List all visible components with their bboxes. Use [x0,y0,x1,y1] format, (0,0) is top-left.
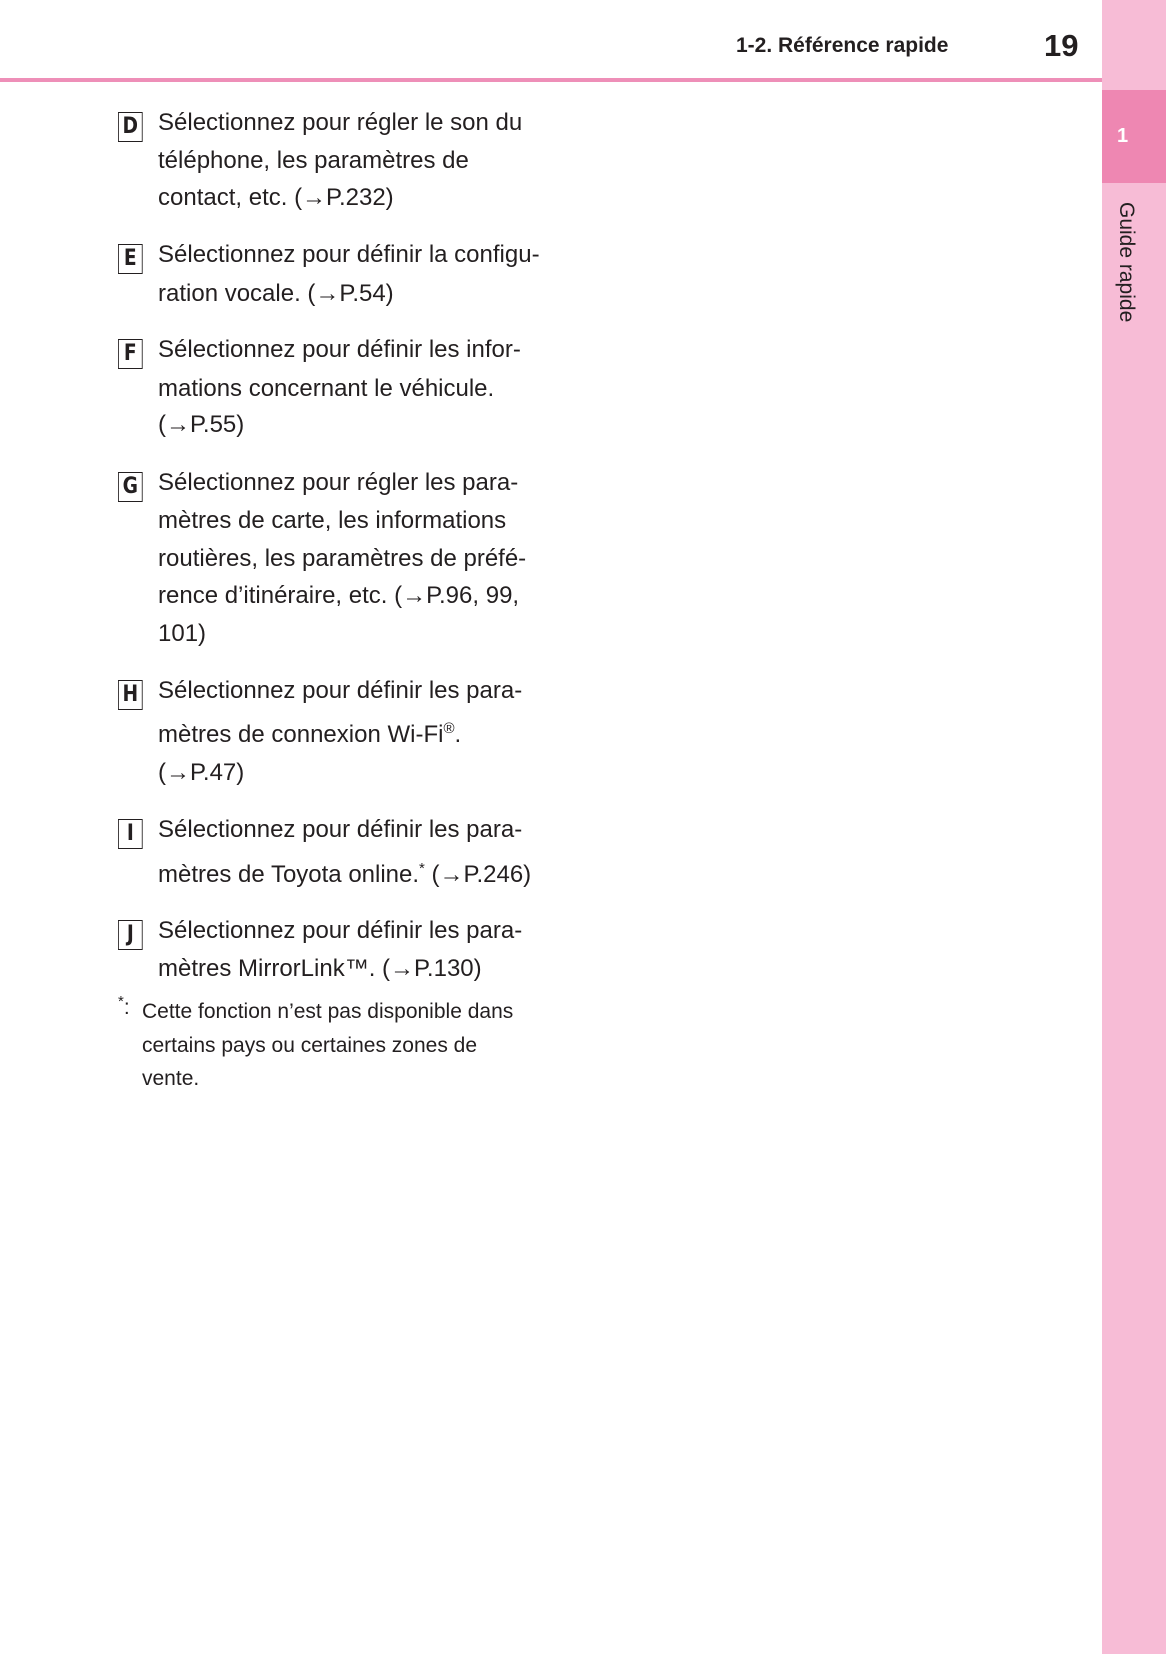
item-text-line: Sélectionnez pour définir les para- [158,816,523,843]
item-text-line: mations concernant le véhicule. [158,375,495,402]
footnote-asterisk: * [118,993,124,1010]
item-text-line: (→P.55) [158,411,245,438]
footnote-mark [118,993,130,1020]
footnote-marker: * [419,860,425,877]
item-text-line: Sélectionnez pour définir la configu- [158,241,540,268]
item-text-line: contact, etc. (→P.232) [158,184,394,211]
item-text-line: mètres MirrorLink™. (→P.130) [158,955,482,982]
item-text-line: ration vocale. (→P.54) [158,280,394,307]
chapter-tab[interactable] [1102,90,1166,183]
chapter-number: 1 [1117,125,1129,147]
letter-badge: J [118,920,143,950]
item-text-line: routières, les paramètres de préfé- [158,545,527,572]
footnote-colon: : [123,996,130,1019]
item-text: mètres de Toyota online. [158,861,420,888]
registered-mark: ® [443,720,455,737]
item-text: mètres de connexion Wi-Fi [158,721,444,748]
item-text-line: (→P.47) [158,759,245,786]
item-text-line: rence d’itinéraire, etc. (→P.96, 99, [158,582,520,609]
item-text-line: téléphone, les paramètres de [158,147,469,174]
header-divider [0,78,1102,82]
item-text-line: 101) [158,620,207,647]
letter-badge: G [118,472,143,502]
chapter-label: Guide rapide [1115,202,1138,323]
letter-badge: I [118,819,143,849]
section-title: 1-2. Référence rapide [736,34,949,57]
item-text-line: Sélectionnez pour définir les para- [158,677,523,704]
footnote-text: Cette fonction n’est pas disponible dans [142,1000,514,1023]
letter-badge: D [118,112,143,142]
footnote-text: certains pays ou certaines zones de [142,1034,478,1057]
item-text-line: mètres de carte, les informations [158,507,507,534]
letter-badge: H [118,680,143,710]
item-text: . [454,721,462,748]
letter-badge: E [118,244,143,274]
item-text-line [158,720,461,750]
item-text-line [158,860,531,890]
item-text-line: Sélectionnez pour régler les para- [158,469,519,496]
footnote-text: vente. [142,1067,200,1090]
item-text-line: Sélectionnez pour définir les infor- [158,336,521,363]
page-number: 19 [1044,28,1079,63]
item-text: (→P.246) [424,861,532,888]
letter-badge: F [118,339,143,369]
item-text-line: Sélectionnez pour régler le son du [158,109,523,136]
item-text-line: Sélectionnez pour définir les para- [158,917,523,944]
